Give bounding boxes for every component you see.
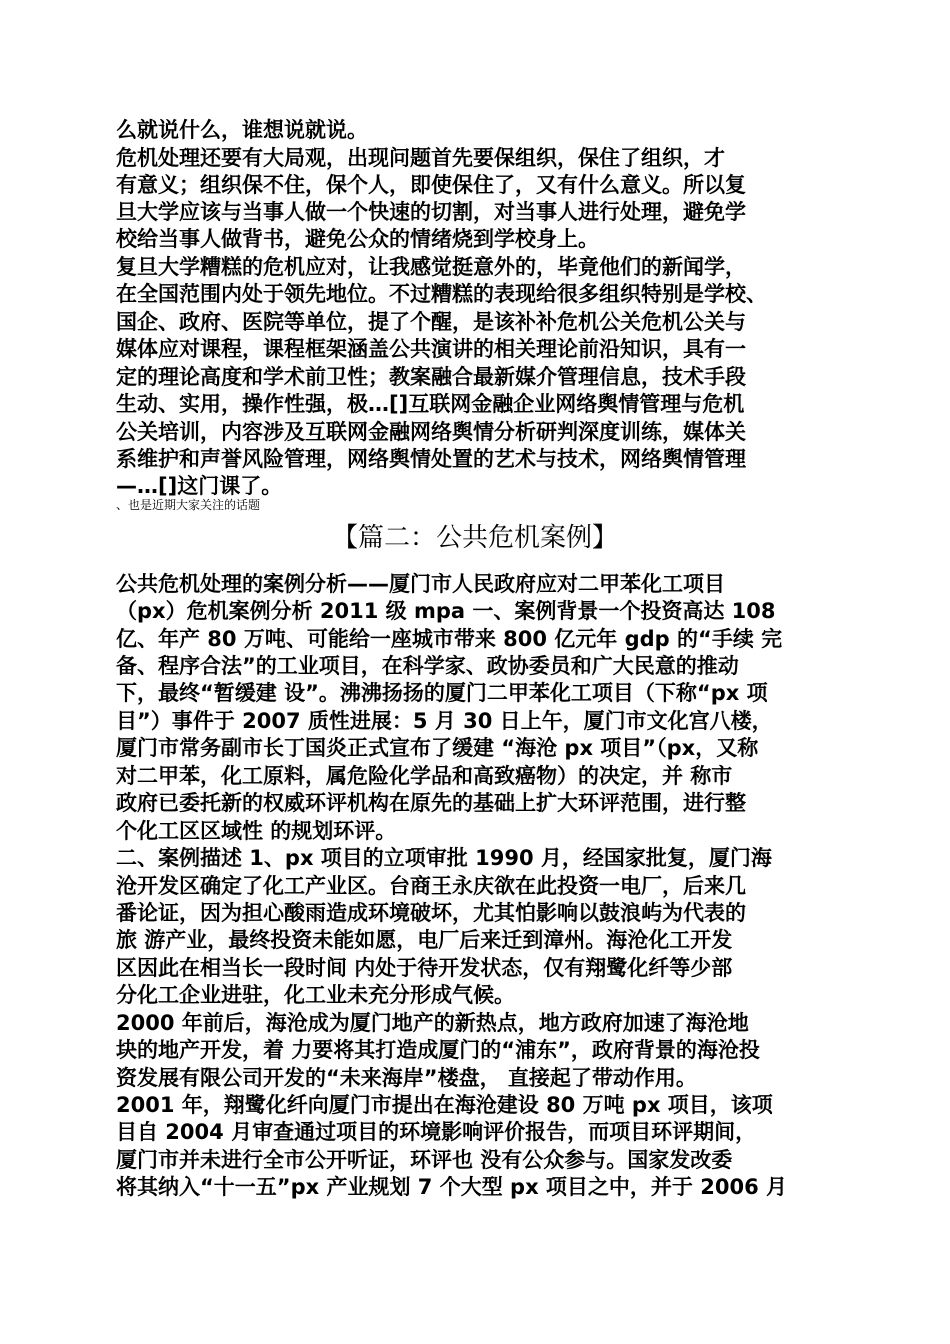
- paragraph-line: 块的地产开发，着 力要将其打造成厦门的“浦东”，政府背景的海沧投: [116, 1038, 760, 1062]
- paragraph-line: 对二甲苯，化工原料，属危险化学品和高致癌物）的决定，并 称市: [116, 764, 733, 788]
- paragraph-line: 目自 2004 月审查通过项目的环境影响评价报告，而项目环评期间，: [116, 1120, 757, 1144]
- paragraph-line: 资发展有限公司开发的“未来海岸”楼盘， 直接起了带动作用。: [116, 1066, 697, 1090]
- paragraph-line: 目”）事件于 2007 质性进展：5 月 30 日上午，厦门市文化宫八楼，: [116, 709, 773, 733]
- paragraph-line: 番论证，因为担心酸雨造成环境破坏，尤其怕影响以鼓浪屿为代表的: [116, 901, 746, 925]
- small-note: 、也是近期大家关注的话题: [116, 498, 261, 512]
- paragraph-line: 旦大学应该与当事人做一个快速的切割，对当事人进行处理，避免学: [116, 200, 746, 224]
- paragraph-line: 公共危机处理的案例分析——厦门市人民政府应对二甲苯化工项目: [116, 572, 725, 596]
- paragraph-line: 将其纳入“十一五”px 产业规划 7 个大型 px 项目之中，并于 2006 月: [116, 1175, 787, 1199]
- paragraph-line: 政府已委托新的权威环评机构在原先的基础上扩大环评范围，进行整: [116, 791, 746, 815]
- paragraph-line: 个化工区区域性 的规划环评。: [116, 819, 397, 843]
- paragraph-line: 2000 年前后，海沧成为厦门地产的新热点，地方政府加速了海沧地: [116, 1011, 749, 1035]
- paragraph-line: （px）危机案例分析 2011 级 mpa 一、案例背景一个投资高达 108: [116, 599, 776, 623]
- paragraph-line: 下，最终“暂缓建 设”。沸沸扬扬的厦门二甲苯化工项目（下称“px 项: [116, 681, 768, 705]
- paragraph-line: 系维护和声誉风险管理，网络舆情处置的艺术与技术，网络舆情管理: [116, 447, 746, 471]
- section-heading: 【篇二：公共危机案例】: [331, 523, 618, 553]
- paragraph-line: 沧开发区确定了化工产业区。台商王永庆欲在此投资一电厂，后来几: [116, 874, 746, 898]
- paragraph-line: 国企、政府、医院等单位，提了个醒，是该补补危机公关危机公关与: [116, 310, 746, 334]
- paragraph-line: 旅 游产业，最终投资未能如愿，电厂后来迁到漳州。海沧化工开发: [116, 928, 733, 952]
- paragraph-line: 在全国范围内处于领先地位。不过糟糕的表现给很多组织特别是学校、: [116, 282, 767, 306]
- paragraph-line: 么就说什么，谁想说就说。: [116, 118, 368, 142]
- paragraph-line: 公关培训，内容涉及互联网金融网络舆情分析研判深度训练，媒体关: [116, 420, 746, 444]
- paragraph-line: —…[]这门课了。: [116, 474, 283, 498]
- paragraph-line: 有意义；组织保不住，保个人，即使保住了，又有什么意义。所以复: [116, 173, 746, 197]
- paragraph-line: 厦门市并未进行全市公开听证，环评也 没有公众参与。国家发改委: [116, 1148, 733, 1172]
- paragraph-line: 定的理论高度和学术前卫性；教案融合最新媒介管理信息，技术手段: [116, 365, 746, 389]
- paragraph-line: 2001 年，翔鹭化纤向厦门市提出在海沧建设 80 万吨 px 项目，该项: [116, 1093, 773, 1117]
- paragraph-line: 媒体应对课程，课程框架涵盖公共演讲的相关理论前沿知识，具有一: [116, 337, 746, 361]
- paragraph-line: 复旦大学糟糕的危机应对，让我感觉挺意外的，毕竟他们的新闻学，: [116, 255, 746, 279]
- paragraph-line: 二、案例描述 1、px 项目的立项审批 1990 月，经国家批复，厦门海: [116, 846, 772, 870]
- paragraph-line: 校给当事人做背书，避免公众的情绪烧到学校身上。: [116, 227, 599, 251]
- paragraph-line: 生动、实用，操作性强，极…[]互联网金融企业网络舆情管理与危机: [116, 392, 745, 416]
- paragraph-line: 区因此在相当长一段时间 内处于待开发状态，仅有翔鹭化纤等少部: [116, 956, 733, 980]
- paragraph-line: 亿、年产 80 万吨、可能给一座城市带来 800 亿元年 gdp 的“手续 完: [116, 627, 783, 651]
- paragraph-line: 分化工企业进驻，化工业未充分形成气候。: [116, 983, 515, 1007]
- paragraph-line: 危机处理还要有大局观，出现问题首先要保组织，保住了组织，才: [116, 146, 725, 170]
- paragraph-line: 备、程序合法”的工业项目，在科学家、政协委员和广大民意的推动: [116, 654, 739, 678]
- paragraph-line: 厦门市常务副市长丁国炎正式宣布了缓建 “海沧 px 项目”（px，又称: [116, 736, 759, 760]
